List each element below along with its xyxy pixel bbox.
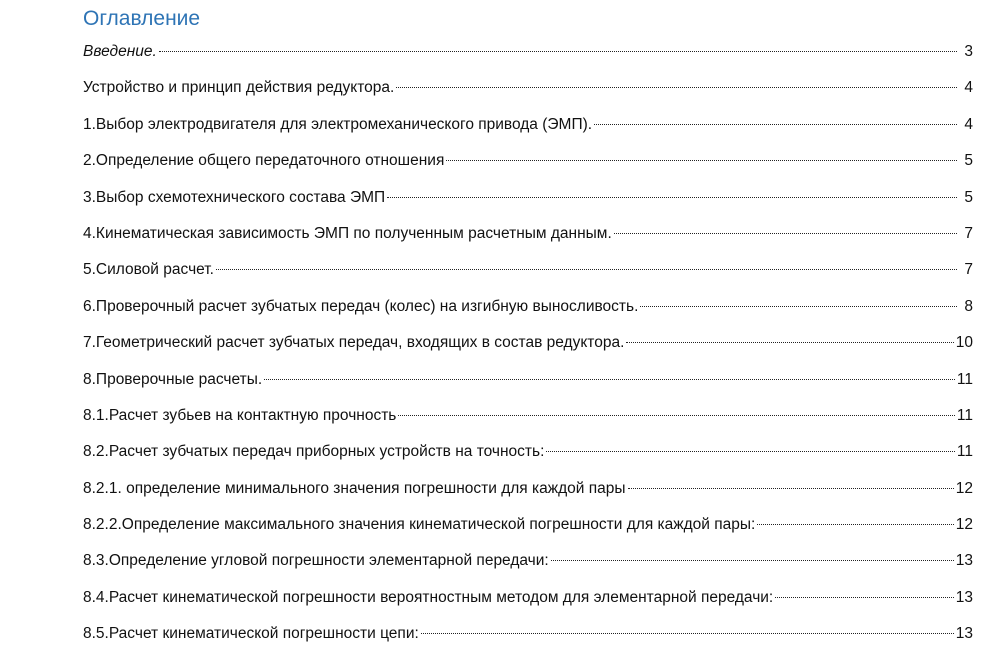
- toc-entry-title: Введение.: [83, 43, 157, 60]
- toc-entry-5[interactable]: [83, 258, 973, 294]
- dot-leader: [594, 124, 957, 125]
- dot-leader: [396, 87, 957, 88]
- toc-entry-8-5[interactable]: [83, 622, 973, 658]
- toc-entry-page: 7: [964, 261, 973, 279]
- toc-entry-page: 4: [964, 115, 973, 133]
- dot-leader: [614, 233, 957, 234]
- toc-entry-title: 1.Выбор электродвигателя для электромеханического привода (ЭМП).: [83, 115, 593, 133]
- dot-leader: [775, 597, 954, 598]
- toc-entry-8[interactable]: [83, 368, 973, 404]
- toc-entry-8-2[interactable]: [83, 440, 973, 476]
- dot-leader: [421, 633, 954, 634]
- dot-leader: [159, 51, 957, 52]
- toc-entry-page: 5: [964, 188, 973, 206]
- toc-entry-page: 13: [955, 588, 973, 606]
- toc-entry-page: 3: [964, 43, 973, 60]
- dot-leader: [757, 524, 953, 525]
- toc-entry-title: 4.Кинематическая зависимость ЭМП по полученным расчетным данным.: [83, 224, 612, 242]
- toc-entry-3[interactable]: [83, 186, 973, 222]
- toc-entry-title: 8.3.Определение угловой погрешности элементарной передачи:: [83, 552, 549, 570]
- toc-entry-title: 8.Проверочные расчеты.: [83, 370, 263, 388]
- toc-entry-8-1[interactable]: [83, 404, 973, 440]
- toc-entry-page: 11: [956, 406, 973, 424]
- toc-entry-title: Устройство и принцип действия редуктора.: [83, 79, 395, 97]
- toc-entry-page: 8: [964, 297, 973, 315]
- toc-entry-page: 5: [964, 152, 973, 170]
- dot-leader: [264, 379, 955, 380]
- toc-entry-title: 8.4.Расчет кинематической погрешности вероятностным методом для элементарной передачи:: [83, 588, 774, 606]
- toc-entry-page: 12: [955, 516, 973, 534]
- toc-entry-7[interactable]: [83, 331, 973, 367]
- dot-leader: [387, 197, 957, 198]
- dot-leader: [216, 269, 957, 270]
- dot-leader: [546, 451, 955, 452]
- toc-entry-6[interactable]: [83, 295, 973, 331]
- toc-entry-page: 13: [955, 625, 973, 643]
- toc-entry-title: 8.5.Расчет кинематической погрешности цепи:: [83, 625, 419, 643]
- dot-leader: [398, 415, 955, 416]
- dot-leader: [628, 488, 954, 489]
- toc-entry-title: 8.1.Расчет зубьев на контактную прочность: [83, 406, 397, 424]
- toc-entry-8-2-2[interactable]: [83, 513, 973, 549]
- toc-entry-8-3[interactable]: [83, 549, 973, 585]
- toc-entry-page: 11: [956, 443, 973, 461]
- toc-heading: Оглавление: [83, 7, 201, 30]
- toc-entry-title: 7.Геометрический расчет зубчатых передач, входящих в состав редуктора.: [83, 334, 625, 352]
- dot-leader: [626, 342, 953, 343]
- toc-entry-title: 8.2.1. определение минимального значения погрешности для каждой пары: [83, 479, 626, 497]
- toc-entry-2[interactable]: [83, 149, 973, 185]
- toc-entry-title: 8.2.2.Определение максимального значения кинематической погрешности для каждой пары:: [83, 516, 756, 534]
- dot-leader: [551, 560, 954, 561]
- toc-entry-title: 8.2.Расчет зубчатых передач приборных устройств на точность:: [83, 443, 545, 461]
- toc-list: [83, 40, 973, 659]
- toc-entry-title: 5.Силовой расчет.: [83, 261, 214, 279]
- toc-entry-introduction[interactable]: [83, 40, 973, 76]
- toc-entry-title: 2.Определение общего передаточного отношения: [83, 152, 445, 170]
- dot-leader: [640, 306, 957, 307]
- toc-entry-page: 10: [955, 334, 973, 352]
- toc-entry-8-2-1[interactable]: [83, 477, 973, 513]
- toc-entry-device-principle[interactable]: [83, 76, 973, 112]
- toc-entry-title: 6.Проверочный расчет зубчатых передач (колес) на изгибную выносливость.: [83, 297, 639, 315]
- dot-leader: [446, 160, 957, 161]
- toc-entry-title: 3.Выбор схемотехнического состава ЭМП: [83, 188, 386, 206]
- toc-entry-page: 13: [955, 552, 973, 570]
- toc-entry-page: 11: [956, 370, 973, 388]
- toc-entry-8-4[interactable]: [83, 586, 973, 622]
- toc-entry-4[interactable]: [83, 222, 973, 258]
- toc-entry-page: 7: [964, 224, 973, 242]
- toc-entry-page: 12: [955, 479, 973, 497]
- toc-entry-page: 4: [964, 79, 973, 97]
- toc-entry-1[interactable]: [83, 113, 973, 149]
